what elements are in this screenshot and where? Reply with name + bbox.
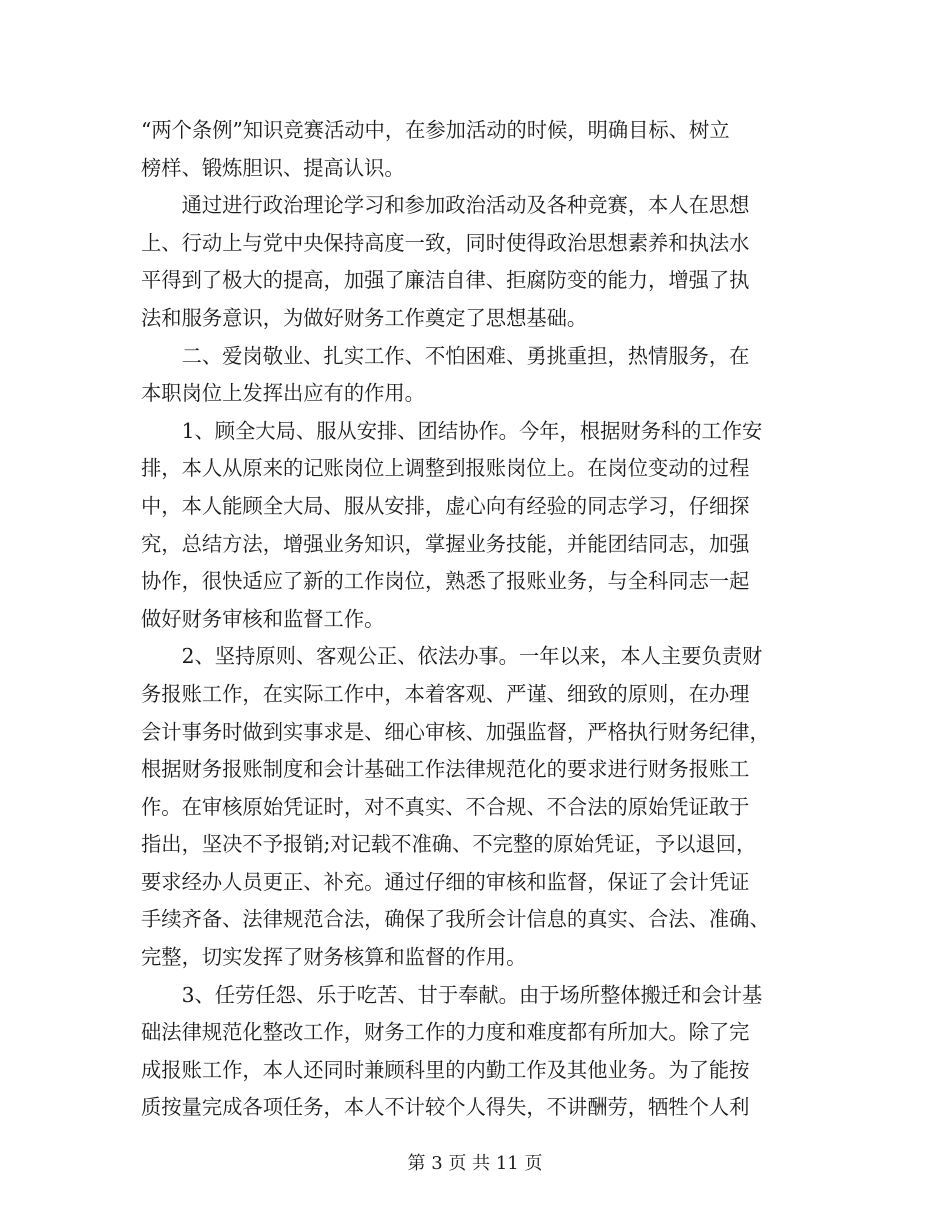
text-line: 本职岗位上发挥出应有的作用。 xyxy=(141,381,425,406)
text-line: 3、任劳任怨、乐于吃苦、甘于奉献。由于场所整体搬迁和会计基 xyxy=(141,982,763,1007)
text-line: “两个条例”知识竞赛活动中，在参加活动的时候，明确目标、树立 xyxy=(141,118,730,142)
text-line: 完整，切实发挥了财务核算和监督的作用。 xyxy=(141,945,527,970)
text-line: 指出，坚决不予报销;对记载不准确、不完整的原始凭证，予以退回， xyxy=(141,832,757,857)
text-line: 务报账工作，在实际工作中，本着客观、严谨、细致的原则，在办理 xyxy=(141,681,750,706)
text-line: 根据财务报账制度和会计基础工作法律规范化的要求进行财务报账工 xyxy=(141,757,750,782)
text-line: 榜样、锻炼胆识、提高认识。 xyxy=(141,155,405,180)
text-line: 手续齐备、法律规范合法，确保了我所会计信息的真实、合法、准确、 xyxy=(141,907,770,932)
text-line: 质按量完成各项任务，本人不计较个人得失，不讲酬劳，牺牲个人利 xyxy=(141,1095,750,1120)
text-line: 协作，很快适应了新的工作岗位，熟悉了报账业务，与全科同志一起 xyxy=(141,569,750,594)
text-line: 础法律规范化整改工作，财务工作的力度和难度都有所加大。除了完 xyxy=(141,1020,750,1045)
text-line: 要求经办人员更正、补充。通过仔细的审核和监督，保证了会计凭证 xyxy=(141,869,750,894)
text-line: 二、爱岗敬业、扎实工作、不怕困难、勇挑重担，热情服务，在 xyxy=(141,343,750,368)
text-line: 会计事务时做到实事求是、细心审核、加强监督，严格执行财务纪律， xyxy=(141,719,770,744)
text-line: 上、行动上与党中央保持高度一致，同时使得政治思想素养和执法水 xyxy=(141,230,750,255)
text-line: 2、坚持原则、客观公正、依法办事。一年以来，本人主要负责财 xyxy=(141,644,763,669)
text-line: 排，本人从原来的记账岗位上调整到报账岗位上。在岗位变动的过程 xyxy=(141,456,750,481)
text-line: 究，总结方法，增强业务知识，掌握业务技能，并能团结同志，加强 xyxy=(141,531,750,556)
text-line: 1、顾全大局、服从安排、团结协作。今年，根据财务科的工作安 xyxy=(141,418,763,443)
document-body xyxy=(141,112,809,1127)
text-line: 作。在审核原始凭证时，对不真实、不合规、不合法的原始凭证敢于 xyxy=(141,794,750,819)
page-number-footer: 第 3 页 共 11 页 xyxy=(407,1153,543,1174)
text-line: 做好财务审核和监督工作。 xyxy=(141,606,385,631)
text-line: 法和服务意识，为做好财务工作奠定了思想基础。 xyxy=(141,305,588,330)
text-line: 中，本人能顾全大局、服从安排，虚心向有经验的同志学习，仔细探 xyxy=(141,493,750,518)
text-line: 成报账工作，本人还同时兼顾科里的内勤工作及其他业务。为了能按 xyxy=(141,1057,750,1082)
text-line: 通过进行政治理论学习和参加政治活动及各种竞赛，本人在思想 xyxy=(141,193,750,218)
text-line: 平得到了极大的提高，加强了廉洁自律、拒腐防变的能力，增强了执 xyxy=(141,268,750,293)
